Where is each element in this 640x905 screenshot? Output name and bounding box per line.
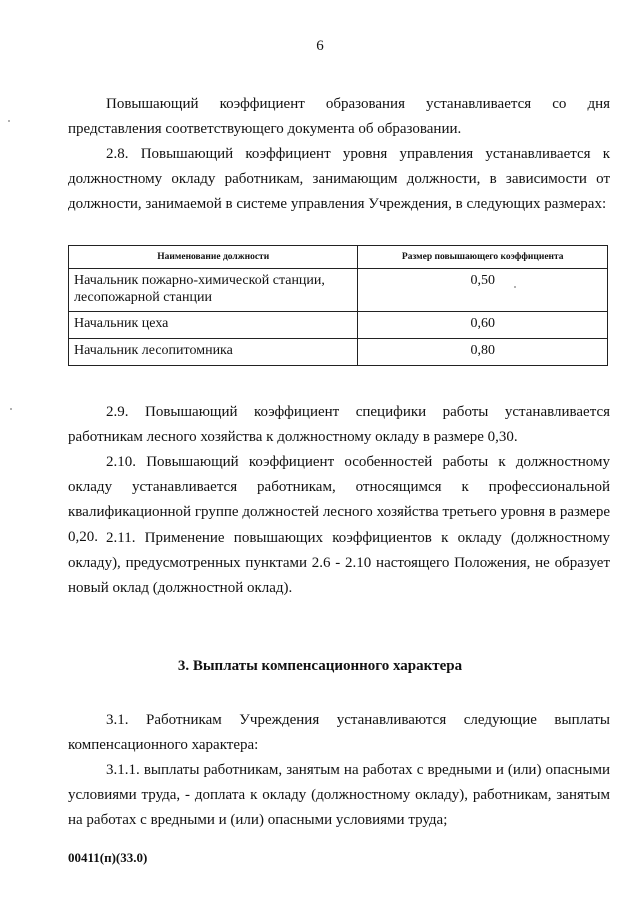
paragraph-education-coefficient: Повышающий коэффициент образования устанавливается со дня представления соответствующего документа об образовании. [68, 96, 610, 137]
table-cell-coefficient: 0,80 [358, 339, 608, 366]
section-3-heading: 3. Выплаты компенсационного характера [177, 658, 463, 674]
table-header-coefficient: Размер повышающего коэффициента [358, 246, 608, 269]
paragraph-2-9: 2.9. Повышающий коэффициент специфики работы устанавливается работникам лесного хозяйства к должностному окладу в размере 0,30. [68, 404, 610, 445]
paragraph-2-8: 2.8. Повышающий коэффициент уровня управления устанавливается к должностному окладу работникам, занимающим должности, в зависимости от должности, занимаемой в системе управления Учреждения, в следующих размерах: [68, 146, 610, 212]
paragraph-2-10: 2.10. Повышающий коэффициент особенностей работы к должностному окладу устанавливается работникам, относящимся к профессиональной квалификационной группе должностей лесного хозяйства третьего уровня в размере 0,20. [68, 454, 610, 545]
paragraph-3-1-1: 3.1.1. выплаты работникам, занятым на работах с вредными и (или) опасными условиями труда, - доплата к окладу (должностному окладу), работникам, занятым на работах с вредными и (или) опасными условиями труда; [68, 762, 610, 828]
document-code: 00411(п)(33.0) [68, 850, 148, 865]
table-cell-position: Начальник цеха [69, 312, 358, 339]
paragraph-3-1: 3.1. Работникам Учреждения устанавливаются следующие выплаты компенсационного характера: [68, 712, 610, 753]
scan-speck [10, 408, 12, 410]
table-header-position: Наименование должности [69, 246, 358, 269]
coefficient-table [68, 245, 608, 366]
scan-speck [514, 286, 516, 288]
paragraph-2-11: 2.11. Применение повышающих коэффициентов к окладу (должностному окладу), предусмотренных пунктами 2.6 - 2.10 настоящего Положения, не образует новый оклад (должностной оклад). [68, 530, 610, 596]
table-row [69, 269, 608, 312]
table-row [69, 312, 608, 339]
table-cell-position: Начальник лесопитомника [69, 339, 358, 366]
table-cell-coefficient: 0,50 [358, 269, 608, 312]
table-cell-position: Начальник пожарно-химической станции, лесопожарной станции [69, 269, 358, 312]
table-row [69, 339, 608, 366]
scan-speck [8, 120, 10, 122]
table-header-row [69, 246, 608, 269]
page-number: 6 [316, 38, 324, 54]
table-cell-coefficient: 0,60 [358, 312, 608, 339]
